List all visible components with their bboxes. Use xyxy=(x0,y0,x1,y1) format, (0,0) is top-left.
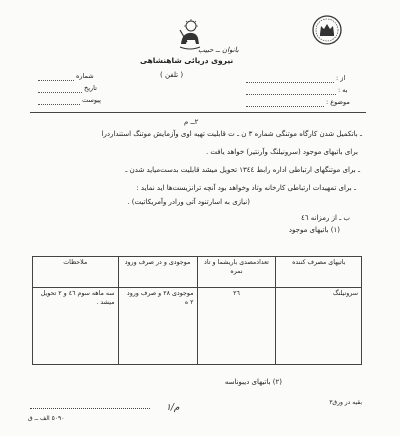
number-field-line xyxy=(38,80,74,81)
crown-seal-icon xyxy=(310,14,344,46)
form-code: ٥٠٩٠ الف ــ ق xyxy=(28,415,65,422)
table-cell-quantity: ٢٦ xyxy=(197,288,276,365)
attachment-field-label: پیوست xyxy=(82,96,101,104)
item-2-heading: (٢) باتیهای دیبوناسه xyxy=(224,378,282,386)
stamp-mark: م/١ xyxy=(166,403,180,413)
organization-title: نیروی دریائی شاهنشاهی xyxy=(140,56,234,65)
table-cell-stock: موجودی ٢٨ و صرف ورود ٢ ه xyxy=(118,288,197,365)
handwritten-note: بانوان ــ حبیب xyxy=(198,46,239,54)
footer-divider xyxy=(30,408,150,409)
batteries-table xyxy=(32,256,362,365)
to-field-line xyxy=(246,94,336,95)
table-cell-remarks: سه ماهه سوم ٤٦ و ٢ تحویل میشد . xyxy=(33,288,119,365)
column-header-remarks: ملاحظات xyxy=(33,257,119,288)
subject-field-line xyxy=(246,106,324,107)
table-cell-consumer: سرونیلنگ xyxy=(276,288,362,365)
body-line-2: برای باتیهای موجود (سرونیلنگ وآرنتیر) خواهد یافت . xyxy=(205,148,358,156)
to-field-label: به : xyxy=(338,86,348,94)
from-field-label: از : xyxy=(336,74,346,82)
body-line-1: ـ باتکمیل شدن کارگاه موتنگی شماره ٣ ن ـ ت قابلیت تهیه اوی وآزمایش موتنگ استنداردرا xyxy=(101,130,362,138)
continuation-note: بقیه در ورق٣ xyxy=(329,399,362,406)
subject-field-label: موضوع : xyxy=(326,98,350,106)
attachment-field-line xyxy=(38,104,80,105)
body-line-3: ـ برای موتنگهای ارتباطی اداره رابط ١٣٤٤ تحویل میشد قابلیت بدست‌میاید شدن ـ xyxy=(125,166,360,174)
table-header-row xyxy=(33,257,362,288)
column-header-stock: موجودی و در صرف ورود xyxy=(118,257,197,288)
header-divider xyxy=(30,112,366,113)
from-field-line xyxy=(246,82,334,83)
reference-number: ٢ــ م xyxy=(184,118,199,126)
column-header-quantity: تعداد‌مصدی باریشما و تاد نمره xyxy=(197,257,276,288)
section-b-heading: ب ـ از رمزانه ٤٦ xyxy=(300,214,350,222)
date-field-label: تاریخ xyxy=(84,84,97,92)
column-header-consumer: باتیهای مصرف کننده xyxy=(276,257,362,288)
body-line-5: (نیازی به اسارتنود آتی ورادر وآمریکاتیت) . xyxy=(127,198,250,206)
section-b-subheading: (١) باتیهای موجود xyxy=(288,226,340,234)
number-field-label: شماره xyxy=(76,72,94,80)
date-field-line xyxy=(38,92,82,93)
classification-label: ( تلفن ) xyxy=(160,71,184,79)
body-line-4: ـ برای تمهیدات ارتباطی کارخانه وتاد وخواهد بود آنچه ترانزیست‌ها اید نماید : xyxy=(136,184,356,192)
table-row xyxy=(33,288,362,365)
